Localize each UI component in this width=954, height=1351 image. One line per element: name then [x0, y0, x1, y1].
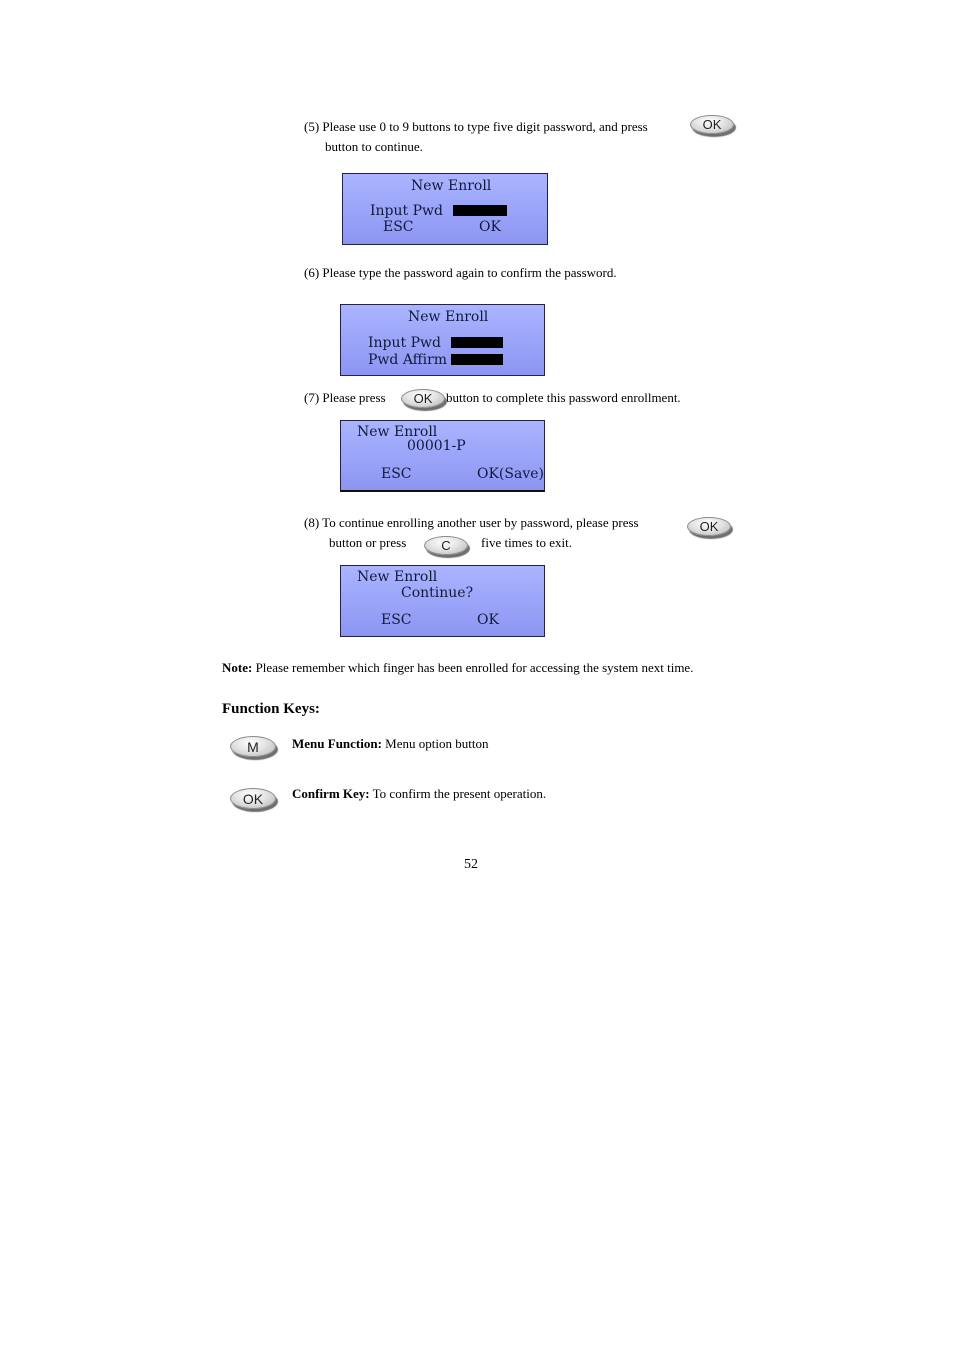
step8-line1: (8) To continue enrolling another user by password, please press — [304, 515, 639, 530]
lcd-continue-prompt: Continue? — [401, 585, 474, 601]
confirm-key-description — [292, 786, 546, 802]
password-mask-bar — [451, 337, 503, 348]
lcd-title: New Enroll — [411, 178, 492, 194]
m-key-icon: M — [230, 736, 276, 757]
lcd-ok-label: OK — [479, 219, 501, 235]
lcd-screen-input-pwd — [342, 173, 548, 245]
lcd-screen-save — [340, 420, 545, 492]
menu-function-description — [292, 736, 488, 752]
step5-line1: (5) Please use 0 to 9 buttons to type five digit password, and press — [304, 119, 648, 134]
menu-function-text: Menu option button — [385, 736, 489, 751]
lcd-title: New Enroll — [357, 569, 438, 585]
ok-button-icon: OK — [690, 115, 734, 134]
lcd-title: New Enroll — [357, 424, 438, 440]
note-label: Note: — [222, 660, 253, 675]
step7-prefix: (7) Please press — [304, 390, 386, 405]
ok-button-icon: OK — [687, 517, 731, 536]
password-mask-bar — [453, 205, 507, 216]
confirm-key-text: To confirm the present operation. — [372, 786, 547, 801]
password-affirm-mask-bar — [451, 354, 503, 365]
ok-key-icon: OK — [230, 788, 276, 809]
lcd-input-pwd-label: Input Pwd — [370, 203, 443, 219]
lcd-title: New Enroll — [408, 309, 489, 325]
step6-line1: (6) Please type the password again to confirm the password. — [304, 265, 617, 280]
lcd-input-pwd-label: Input Pwd — [368, 335, 441, 351]
ok-button-icon: OK — [401, 389, 445, 408]
lcd-ok-save-label: OK(Save) — [477, 466, 544, 482]
step8-line2-prefix: button or press — [329, 535, 407, 550]
lcd-esc-label: ESC — [381, 466, 412, 482]
function-keys-heading: Function Keys: — [222, 701, 320, 717]
lcd-esc-label: ESC — [383, 219, 414, 235]
c-button-icon: C — [424, 536, 468, 555]
lcd-pwd-affirm-label: Pwd Affirm — [368, 352, 448, 368]
note-paragraph — [222, 660, 693, 676]
step5-line2: button to continue. — [325, 139, 423, 154]
menu-function-label: Menu Function: — [292, 736, 382, 751]
lcd-user-id: 00001-P — [407, 438, 466, 454]
page-number: 52 — [464, 857, 478, 872]
note-text: Please remember which finger has been enrolled for accessing the system next time. — [255, 660, 694, 675]
lcd-screen-continue — [340, 565, 545, 637]
lcd-ok-label: OK — [477, 612, 499, 628]
step8-line2-suffix: five times to exit. — [481, 535, 572, 550]
confirm-key-label: Confirm Key: — [292, 786, 370, 801]
lcd-screen-pwd-affirm — [340, 304, 545, 376]
lcd-esc-label: ESC — [381, 612, 412, 628]
step7-suffix: button to complete this password enrollment. — [446, 390, 681, 405]
